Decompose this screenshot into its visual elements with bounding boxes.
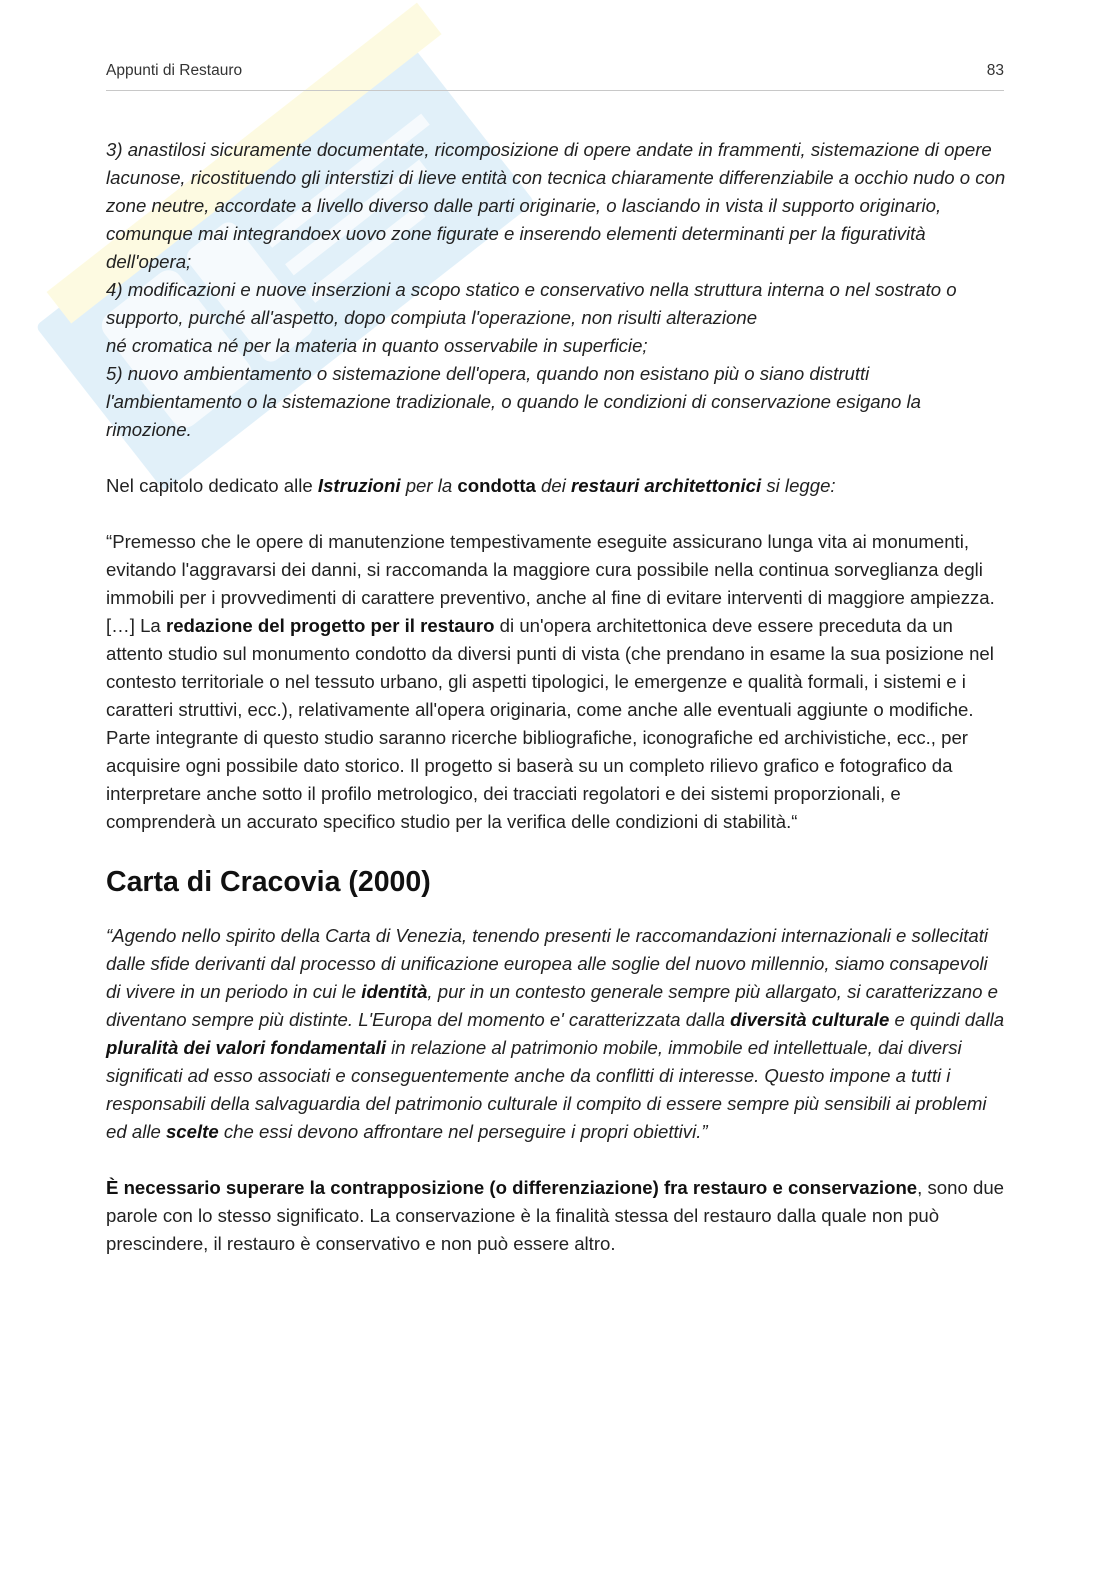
quote-text: “Agendo nello spirito della Carta di Venezia, tenendo presenti le raccomandazioni internazionali e sollecitati dalle sfide derivanti dal processo di unificazione europea alle soglie del nuovo millennio, siamo consapevoli di vivere in un periodo in cui le [106, 925, 989, 1002]
quote-bold-redazione: redazione del progetto per il restauro [165, 615, 495, 636]
intro-bold-condotta: condotta [457, 475, 536, 496]
list-item: né cromatica né per la materia in quanto osservabile in superficie; [106, 335, 648, 356]
intro-text: dei [535, 475, 572, 496]
quote-text: “Premesso che le opere di manutenzione tempestivamente eseguite assicurano lunga vita ai monumenti, evitando l'aggravarsi dei danni, si raccomanda la maggiore cura possibile nella continua sorveglianza degli immobili per i provvedimenti di carattere preventivo, anche al fine di evitare interventi di maggiore ampiezza. […] La [106, 531, 995, 636]
quote-paragraph-1 [106, 528, 1006, 836]
list-item: 5) nuovo ambientamento o sistemazione dell'opera, quando non esistano più o siano distrutti l'ambientamento o la sistemazione tradizionale, o quando le condizioni di conservazione esigano la rimozione. [106, 363, 921, 440]
page-number: 83 [986, 62, 1004, 79]
intro-paragraph [106, 472, 1006, 500]
intro-text: per la [400, 475, 458, 496]
quote-text: di un'opera architettonica deve essere preceduta da un attento studio sul monumento condotto da diversi punti di vista (che prendano in esame la sua posizione nel contesto territoriale o nel tessuto urbano, gli aspetti tipologici, le emergenze e qualità formali, i sistemi e i caratteri struttivi, ecc.), relativamente all'opera originaria, come anche alle eventuali aggiunte o modifiche. Parte integrante di questo studio saranno ricerche bibliografiche, iconografiche ed archivistiche, ecc., per acquisire ogni possibile dato storico. Il progetto si baserà su un completo rilievo grafico e fotografico da interpretare anche sotto il profilo metrologico, dei tracciati regolatori e dei sistemi proporzionali, e comprenderà un accurato specifico studio per la verifica delle condizioni di stabilità.“ [106, 615, 994, 832]
quote-text: , pur in un contesto generale sempre più allargato, si caratterizzano e diventano sempre più distinte. L'Europa del momento e' caratterizzata dalla [106, 981, 998, 1030]
closing-bold: È necessario superare la contrapposizione (o differenziazione) fra restauro e conservazione [106, 1177, 918, 1198]
intro-bold-istruzioni: Istruzioni [317, 475, 401, 496]
quote-paragraph-2 [106, 922, 1006, 1146]
quote-text: che essi devono affrontare nel perseguire i propri obiettivi.” [218, 1121, 708, 1142]
intro-text: Nel capitolo dedicato alle [106, 475, 318, 496]
page-header [106, 60, 1004, 91]
quote-bold-scelte: scelte [165, 1121, 219, 1142]
page-content [106, 136, 1006, 1286]
quote-text: e quindi dalla [889, 1009, 1005, 1030]
closing-paragraph [106, 1174, 1006, 1258]
intro-text: si legge: [761, 475, 836, 496]
list-item: 3) anastilosi sicuramente documentate, ricomposizione di opere andate in frammenti, sistemazione di opere lacunose, ricostituendo gli interstizi di lieve entità con tecnica chiaramente differenziabile a occhio nudo o con zone neutre, accordate a livello diverso dalle parti originarie, o lasciando in vista il supporto originario, comunque mai integrandoex uovo zone figurate e inserendo elementi determinanti per la figuratività dell'opera; [106, 139, 1006, 272]
intro-bold-restauri: restauri architettonici [571, 475, 762, 496]
quote-bold-pluralita: pluralità dei valori fondamentali [106, 1037, 386, 1058]
document-title: Appunti di Restauro [106, 62, 243, 79]
quote-bold-diversita: diversità culturale [730, 1009, 890, 1030]
quote-text: in relazione al patrimonio mobile, immobile ed intellettuale, dai diversi significati ad esso associati e conseguentemente anche da conflitti di interesse. Questo impone a tutti i responsabili della salvaguardia del patrimonio culturale il compito di essere sempre più sensibili ai problemi ed alle [106, 1037, 987, 1142]
numbered-list [106, 136, 1006, 444]
list-item: 4) modificazioni e nuove inserzioni a scopo statico e conservativo nella struttura interna o nel sostrato o supporto, purché all'aspetto, dopo compiuta l'operazione, non risulti alterazione [106, 279, 957, 328]
section-heading: Carta di Cracovia (2000) [106, 866, 431, 898]
closing-text: , sono due parole con lo stesso significato. La conservazione è la finalità stessa del restauro dalla quale non può prescindere, il restauro è conservativo e non può essere altro. [106, 1177, 1004, 1254]
quote-bold-identita: identità [361, 981, 428, 1002]
